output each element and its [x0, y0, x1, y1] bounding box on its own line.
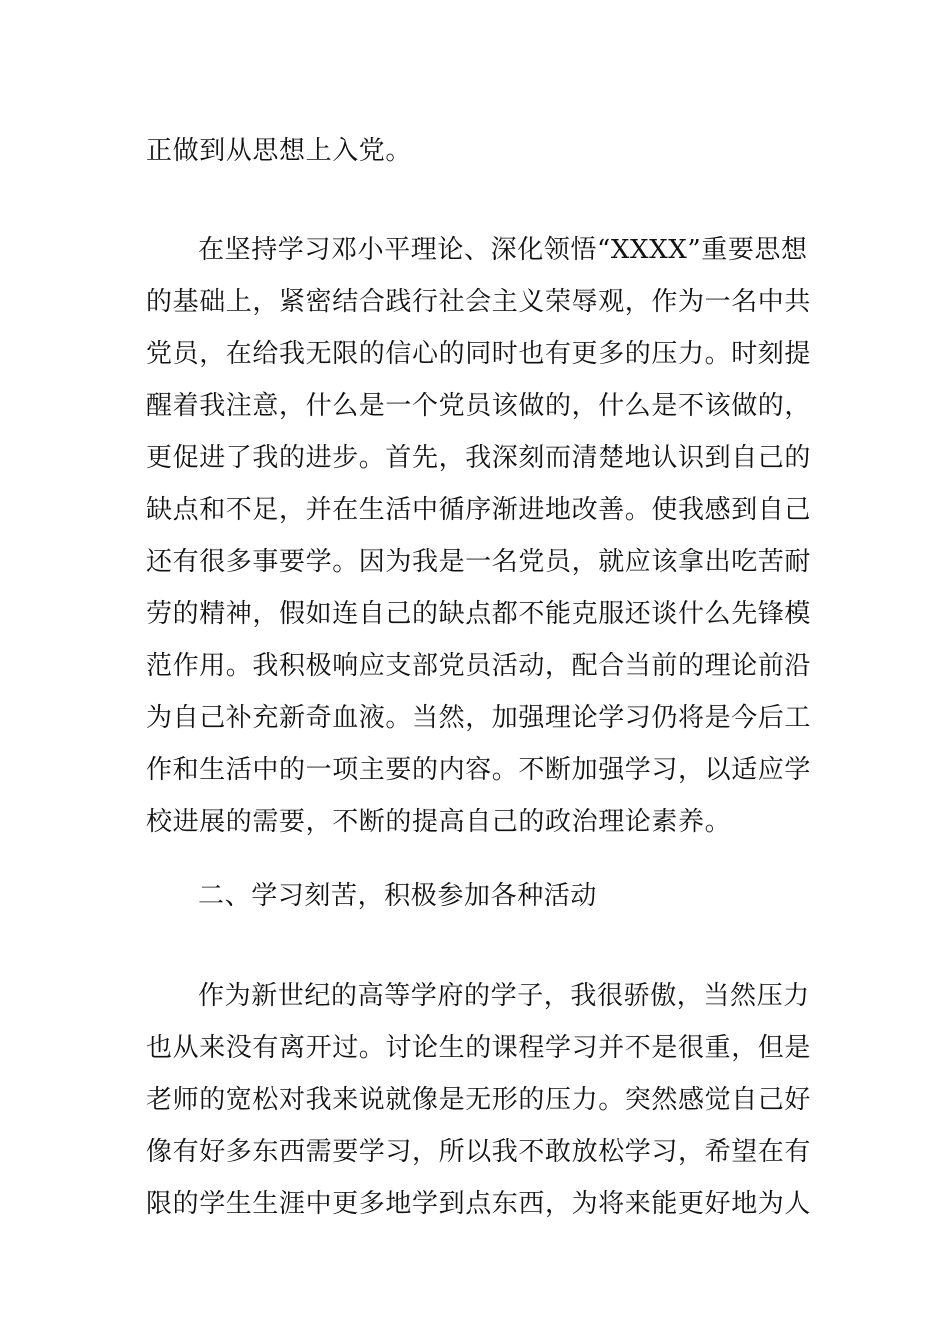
paragraph-2-line: 像有好多东西需要学习，所以我不敢放松学习，希望在有 — [146, 1137, 812, 1167]
paragraph-1-line: 范作用。我积极响应支部党员活动，配合当前的理论前沿 — [146, 651, 812, 681]
paragraph-2-line: 限的学生生涯中更多地学到点东西，为将来能更好地为人 — [146, 1189, 812, 1219]
paragraph-1-line: 的基础上，紧密结合践行社会主义荣辱观，作为一名中共 — [146, 287, 812, 317]
paragraph-1-line: 在坚持学习邓小平理论、深化领悟“XXXX”重要思想 — [198, 235, 808, 265]
section-heading: 二、学习刻苦，积极参加各种活动 — [198, 881, 598, 911]
paragraph-1-line: 作和生活中的一项主要的内容。不断加强学习，以适应学 — [146, 755, 812, 785]
paragraph-1-line: 劳的精神，假如连自己的缺点都不能克服还谈什么先锋模 — [146, 599, 812, 629]
paragraph-2-line: 老师的宽松对我来说就像是无形的压力。突然感觉自己好 — [146, 1085, 812, 1115]
paragraph-intro-line: 正做到从思想上入党。 — [146, 136, 413, 166]
paragraph-1-line: 为自己补充新奇血液。当然，加强理论学习仍将是今后工 — [146, 703, 812, 733]
paragraph-1-line: 缺点和不足，并在生活中循序渐进地改善。使我感到自己 — [146, 495, 812, 525]
paragraph-1-line: 醒着我注意，什么是一个党员该做的，什么是不该做的， — [146, 391, 812, 421]
paragraph-1-line: 党员，在给我无限的信心的同时也有更多的压力。时刻提 — [146, 339, 812, 369]
paragraph-1-line: 更促进了我的进步。首先，我深刻而清楚地认识到自己的 — [146, 443, 812, 473]
paragraph-1-line: 校进展的需要，不断的提高自己的政治理论素养。 — [146, 807, 732, 837]
paragraph-1-line: 还有很多事要学。因为我是一名党员，就应该拿出吃苦耐 — [146, 547, 812, 577]
paragraph-2-line: 也从来没有离开过。讨论生的课程学习并不是很重，但是 — [146, 1033, 812, 1063]
paragraph-2-line: 作为新世纪的高等学府的学子，我很骄傲，当然压力 — [198, 981, 810, 1011]
